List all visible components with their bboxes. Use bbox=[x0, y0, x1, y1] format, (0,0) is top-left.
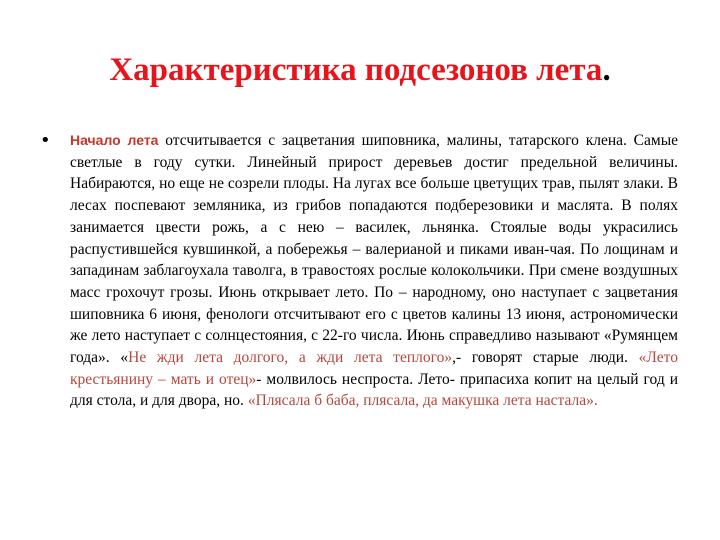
paragraph-text-3: - молвилось неспроста. Лето- припасиха копит на целый год и для стола, и для двора, но. bbox=[70, 370, 678, 410]
paragraph-text-2: ,- говорят старые люди. bbox=[452, 349, 639, 367]
title-text: Характеристика подсезонов лета bbox=[109, 52, 603, 88]
paragraph-text-1: отсчитывается с зацветания шиповника, малины, татарского клена. Самые светлые в году сутки. Линейный прирост деревьев достиг предельной величины. Набираются, но еще не созрели плоды. На лугах все больше цветущих трав, пылят злаки. В лесах поспевают земляника, из грибов попадаются подберезовики и маслята. В полях занимается цвести рожь, а с нею – василек, льнянка. Стоялые воды украсились распустившейся кувшинкой, а побережья – валерианой и пиками иван-чая. По лощинам и западинам заблагоухала таволга, в травостоях рослые колокольчики. При смене воздушных масс грохочут грозы. Июнь открывает лето. По – народному, оно наступает с зацветания шиповника 6 июня, фенологи отсчитывают его с цветов калины 13 июня, астрономически же лето наступает с солнцестояния, с 22-го числа. Июнь справедливо называют «Румянцем года». « bbox=[70, 132, 678, 367]
slide-title bbox=[0, 50, 720, 90]
body-paragraph bbox=[70, 130, 678, 412]
title-period: . bbox=[602, 52, 611, 88]
lead-phrase: Начало лета bbox=[70, 132, 159, 148]
bullet-marker: • bbox=[40, 130, 51, 151]
quote-3: «Плясала б баба, плясала, да макушка лета настала». bbox=[247, 392, 598, 410]
quote-1: Не жди лета долгого, а жди лета теплого» bbox=[128, 349, 453, 367]
quote-2: «Лето крестьянину – мать и отец» bbox=[70, 349, 678, 388]
